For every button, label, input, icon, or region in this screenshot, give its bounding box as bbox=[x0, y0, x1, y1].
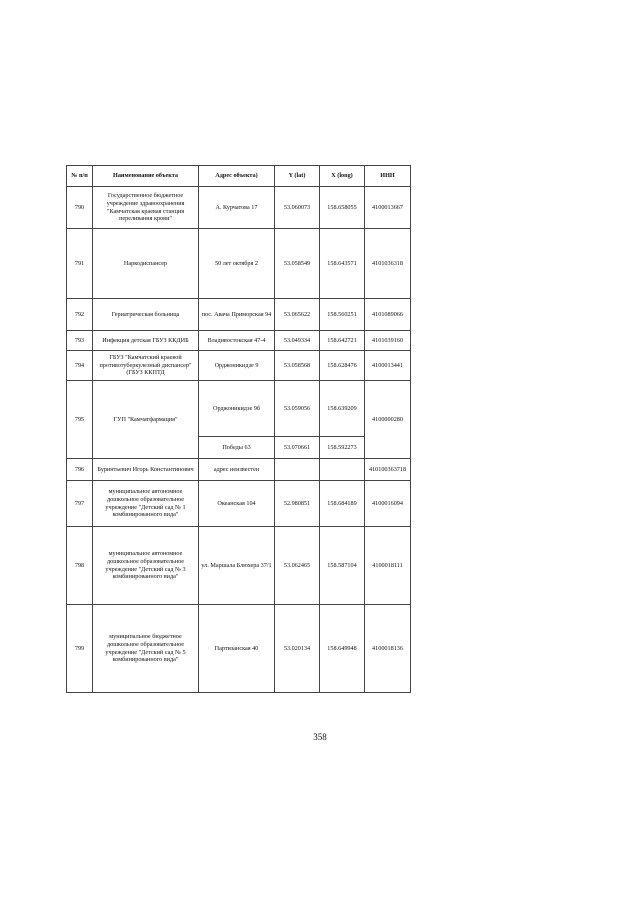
table-row bbox=[67, 381, 411, 437]
table-row bbox=[67, 187, 411, 229]
row-num: 790 bbox=[67, 187, 93, 229]
row-address: 50 лет октября 2 bbox=[199, 229, 275, 299]
row-lat: 53.049334 bbox=[275, 331, 320, 351]
row-name: муниципальное автономное дошкольное образовательное учреждение "Детский сад № 3 комбинированного вида" bbox=[93, 527, 199, 605]
row-long: 158.643571 bbox=[320, 229, 365, 299]
row-lat: 53.058549 bbox=[275, 229, 320, 299]
row-num: 791 bbox=[67, 229, 93, 299]
header-name: Наименование объекта bbox=[93, 166, 199, 187]
row-address: Орджоникидзе 9б bbox=[199, 381, 275, 437]
row-name: муниципальное автономное дошкольное образовательное учреждение "Детский сад № 1 комбинированного вида" bbox=[93, 481, 199, 527]
row-address: Океанская 104 bbox=[199, 481, 275, 527]
row-long: 158.628476 bbox=[320, 351, 365, 381]
row-inn: 410100363718 bbox=[365, 459, 411, 481]
page-number: 358 bbox=[313, 732, 327, 742]
table-row bbox=[67, 459, 411, 481]
header-lat: Y (lat) bbox=[275, 166, 320, 187]
row-lat: 53.070661 bbox=[275, 437, 320, 459]
row-address: Орджоникидзе 9 bbox=[199, 351, 275, 381]
row-inn: 4100000280 bbox=[365, 381, 411, 459]
header-row bbox=[67, 166, 411, 187]
header-inn: ИНН bbox=[365, 166, 411, 187]
row-long bbox=[320, 459, 365, 481]
row-address: Партизанская 40 bbox=[199, 605, 275, 693]
row-address: Владивостокская 47-4 bbox=[199, 331, 275, 351]
row-num: 798 bbox=[67, 527, 93, 605]
row-long: 158.658055 bbox=[320, 187, 365, 229]
table-row bbox=[67, 331, 411, 351]
row-lat: 53.065622 bbox=[275, 299, 320, 331]
row-lat: 53.020134 bbox=[275, 605, 320, 693]
row-address: ул. Маршала Блюхера 37/1 bbox=[199, 527, 275, 605]
row-address: адрес неизвестен bbox=[199, 459, 275, 481]
row-lat: 52.980851 bbox=[275, 481, 320, 527]
row-inn: 4101089066 bbox=[365, 299, 411, 331]
table-row bbox=[67, 299, 411, 331]
row-address: Победы 63 bbox=[199, 437, 275, 459]
header-num: № п/п bbox=[67, 166, 93, 187]
table-row bbox=[67, 527, 411, 605]
row-num: 795 bbox=[67, 381, 93, 459]
header-address: Адрес объекта) bbox=[199, 166, 275, 187]
row-lat: 53.060073 bbox=[275, 187, 320, 229]
row-long: 158.642721 bbox=[320, 331, 365, 351]
row-num: 793 bbox=[67, 331, 93, 351]
row-name: Гериатрическая больница bbox=[93, 299, 199, 331]
objects-table bbox=[66, 165, 411, 693]
row-name: ГБУЗ "Камчатский краевой противотуберкулезный диспансер" (ГБУЗ ККПТД bbox=[93, 351, 199, 381]
row-inn: 4101036318 bbox=[365, 229, 411, 299]
row-lat: 53.059056 bbox=[275, 381, 320, 437]
row-lat: 53.062465 bbox=[275, 527, 320, 605]
table-row bbox=[67, 481, 411, 527]
header-long: X (long) bbox=[320, 166, 365, 187]
row-num: 799 bbox=[67, 605, 93, 693]
row-name: Наркодиспансер bbox=[93, 229, 199, 299]
table-row bbox=[67, 605, 411, 693]
row-inn: 4101039160 bbox=[365, 331, 411, 351]
row-long: 158.560251 bbox=[320, 299, 365, 331]
row-long: 158.587104 bbox=[320, 527, 365, 605]
row-long: 158.639209 bbox=[320, 381, 365, 437]
row-inn: 4100018136 bbox=[365, 605, 411, 693]
row-inn: 4100016094 bbox=[365, 481, 411, 527]
row-inn: 4100018111 bbox=[365, 527, 411, 605]
row-num: 796 bbox=[67, 459, 93, 481]
row-address: пос. Авача Приморская 94 bbox=[199, 299, 275, 331]
row-lat: 53.058568 bbox=[275, 351, 320, 381]
table-row bbox=[67, 351, 411, 381]
table-row bbox=[67, 229, 411, 299]
row-name: муниципальное бюджетное дошкольное образовательное учреждение "Детский сад № 5 комбинированного вида" bbox=[93, 605, 199, 693]
row-address: А. Курчатова 17 bbox=[199, 187, 275, 229]
row-name: Инфекция детская ГБУЗ ККДИБ bbox=[93, 331, 199, 351]
row-inn: 4100013441 bbox=[365, 351, 411, 381]
row-lat bbox=[275, 459, 320, 481]
row-long: 158.592273 bbox=[320, 437, 365, 459]
row-num: 794 bbox=[67, 351, 93, 381]
row-name: Буринтьевич Игорь Константинович bbox=[93, 459, 199, 481]
row-name: Государственное бюджетное учреждение здравоохранения "Камчатская краевая станция переливания крови" bbox=[93, 187, 199, 229]
row-inn: 4100013667 bbox=[365, 187, 411, 229]
row-long: 158.684189 bbox=[320, 481, 365, 527]
row-num: 797 bbox=[67, 481, 93, 527]
row-num: 792 bbox=[67, 299, 93, 331]
row-long: 158.649948 bbox=[320, 605, 365, 693]
row-name: ГУП "Камчатфармация" bbox=[93, 381, 199, 459]
